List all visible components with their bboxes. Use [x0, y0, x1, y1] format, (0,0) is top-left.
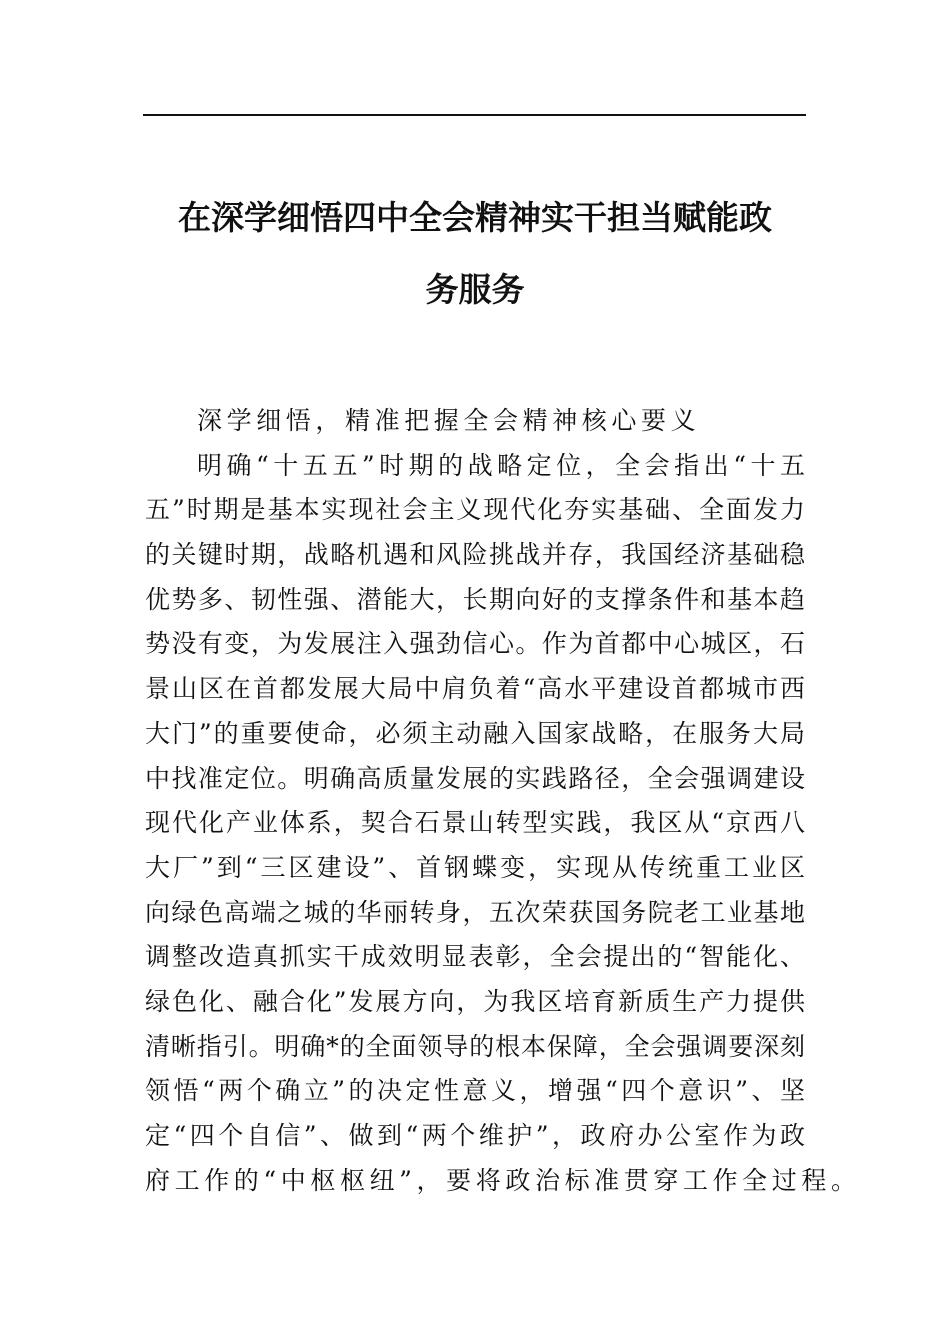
section-heading: 深学细悟，精准把握全会精神核心要义 [197, 406, 701, 435]
paragraph-line: 调整改造真抓实干成效明显表彰，全会提出的“智能化、 [145, 942, 805, 972]
paragraph-line: 五”时期是基本实现社会主义现代化夯实基础、全面发力 [145, 495, 805, 525]
paragraph-line: 绿色化、融合化”发展方向，为我区培育新质生产力提供 [145, 986, 805, 1016]
header-rule [143, 114, 806, 116]
paragraph-line: 清晰指引。明确*的全面领导的根本保障，全会强调要深刻 [145, 1031, 805, 1061]
paragraph-line: 景山区在首都发展大局中肩负着“高水平建设首都城市西 [145, 674, 805, 704]
document-title-line-2: 务服务 [425, 270, 525, 309]
paragraph-line: 明确“十五五”时期的战略定位，全会指出“十五 [197, 450, 805, 480]
paragraph-line: 的关键时期，战略机遇和风险挑战并存，我国经济基础稳 [145, 540, 805, 570]
paragraph-line: 府工作的“中枢枢纽”，要将政治标准贯穿工作全过程。 [145, 1165, 861, 1195]
paragraph-line: 现代化产业体系，契合石景山转型实践，我区从“京西八 [145, 808, 805, 838]
paragraph-line: 中找准定位。明确高质量发展的实践路径，全会强调建设 [145, 763, 805, 793]
paragraph-line: 大厂”到“三区建设”、首钢蝶变，实现从传统重工业区 [145, 852, 805, 882]
document-title-line-1: 在深学细悟四中全会精神实干担当赋能政 [178, 198, 772, 237]
paragraph-line: 大门”的重要使命，必须主动融入国家战略，在服务大局 [145, 718, 805, 748]
paragraph-line: 势没有变，为发展注入强劲信心。作为首都中心城区，石 [145, 629, 805, 659]
paragraph-line: 定“四个自信”、做到“两个维护”，政府办公室作为政 [145, 1121, 805, 1150]
document-body [145, 399, 861, 1203]
paragraph-line: 领悟“两个确立”的决定性意义，增强“四个意识”、坚 [145, 1076, 805, 1106]
paragraph-line: 向绿色高端之城的华丽转身，五次荣获国务院老工业基地 [145, 897, 805, 927]
paragraph-line: 优势多、韧性强、潜能大，长期向好的支撑条件和基本趋 [145, 584, 805, 614]
